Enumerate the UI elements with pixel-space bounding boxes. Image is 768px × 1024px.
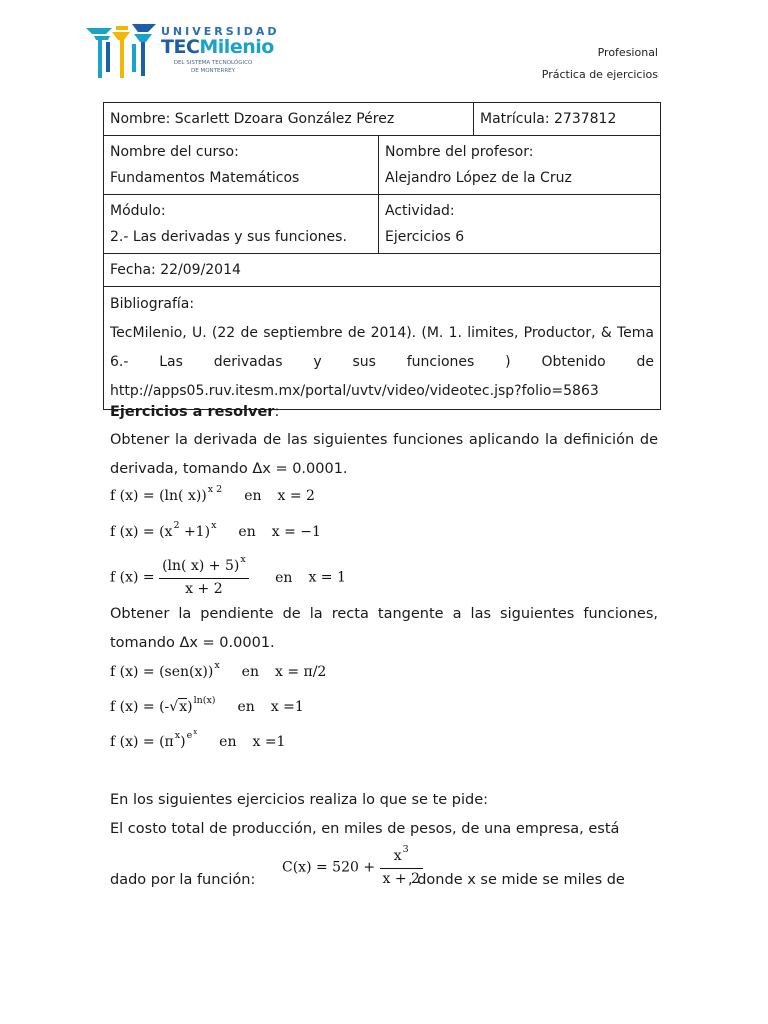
exercises-heading: Ejercicios a resolver:: [110, 404, 280, 420]
formula-6: f $(x) = (\pi^x)^{ex}en$ x =1: [110, 728, 286, 750]
matricula-cell: Matrícula: 2737812: [474, 103, 661, 136]
problem-line-2: dado por la función:: [110, 872, 256, 888]
date-cell: Fecha: 22/09/2014: [104, 254, 661, 287]
formula-1: f (x) = (ln( x))$^{x 2}$ en x = 2: [110, 484, 315, 504]
instruction-tangent: Obtener la pendiente de la recta tangente a las siguientes funciones, tomando Δx = 0.0001.: [110, 606, 658, 651]
info-table: [103, 102, 661, 410]
formula-2: f $(x) = (x^2 +1)^x$ en x = −1: [110, 520, 321, 540]
header-category: Profesional: [597, 46, 658, 59]
cost-function-fraction: $\frac{x^3}{x + 2}$: [380, 846, 423, 889]
formula-3: f (x) = $\frac{(\ln( x) + 5)^x}{x + 2}$ en x = 1: [110, 554, 346, 597]
module-cell: Módulo: 2.- Las derivadas y sus funciones.: [104, 195, 379, 254]
formula-3-fraction: $\frac{(\ln( x) + 5)^x}{x + 2}$: [159, 556, 249, 599]
logo-system-text: DEL SISTEMA TECNOLÓGICO DE MONTERREY: [173, 60, 253, 74]
logo-brand-text: TECMilenio: [161, 36, 274, 58]
bibliography-text: TecMilenio, U. (22 de septiembre de 2014). (M. 1. limites, Productor, & Tema 6.- Las derivadas y sus funciones ) Obtenido de http://apps05.ruv.itesm.mx/portal/uvtv/video/videotec.jsp?folio=5863: [110, 325, 654, 399]
professor-cell: Nombre del profesor: Alejandro López de la Cruz: [379, 136, 661, 195]
cost-function-formula: C(x) = 520 + $\frac{x^3}{x + 2}$: [282, 846, 423, 889]
formula-4: f $(x) = (sen(x))^x$ en x = π/2: [110, 660, 327, 680]
student-name-cell: Nombre: Scarlett Dzoara González Pérez: [104, 103, 474, 136]
instruction-problems: En los siguientes ejercicios realiza lo que se te pide:: [110, 792, 489, 808]
course-cell: Nombre del curso: Fundamentos Matemáticos: [104, 136, 379, 195]
problem-line-1: El costo total de producción, en miles de pesos, de una empresa, está: [110, 821, 620, 837]
problem-line-2-end: , donde x se mide se miles de: [408, 872, 625, 888]
logo-university-text: UNIVERSIDAD: [161, 25, 280, 38]
bibliography-cell: Bibliografía: TecMilenio, U. (22 de septiembre de 2014). (M. 1. limites, Productor, & Tema 6.- Las derivadas y sus funciones ) Obtenido de http://apps05.ruv.itesm.mx/portal/uvtv/video/videotec.jsp?folio=5863: [104, 287, 661, 410]
instruction-derivatives: Obtener la derivada de las siguientes funciones aplicando la definición de derivada, tomando Δx = 0.0001.: [110, 432, 658, 477]
formula-5: f $(x) = (-√x)^{ln(x)}$ en x =1: [110, 695, 304, 715]
logo-emblem-icon: [84, 20, 164, 80]
activity-cell: Actividad: Ejercicios 6: [379, 195, 661, 254]
header-doc-type: Práctica de ejercicios: [541, 68, 658, 81]
